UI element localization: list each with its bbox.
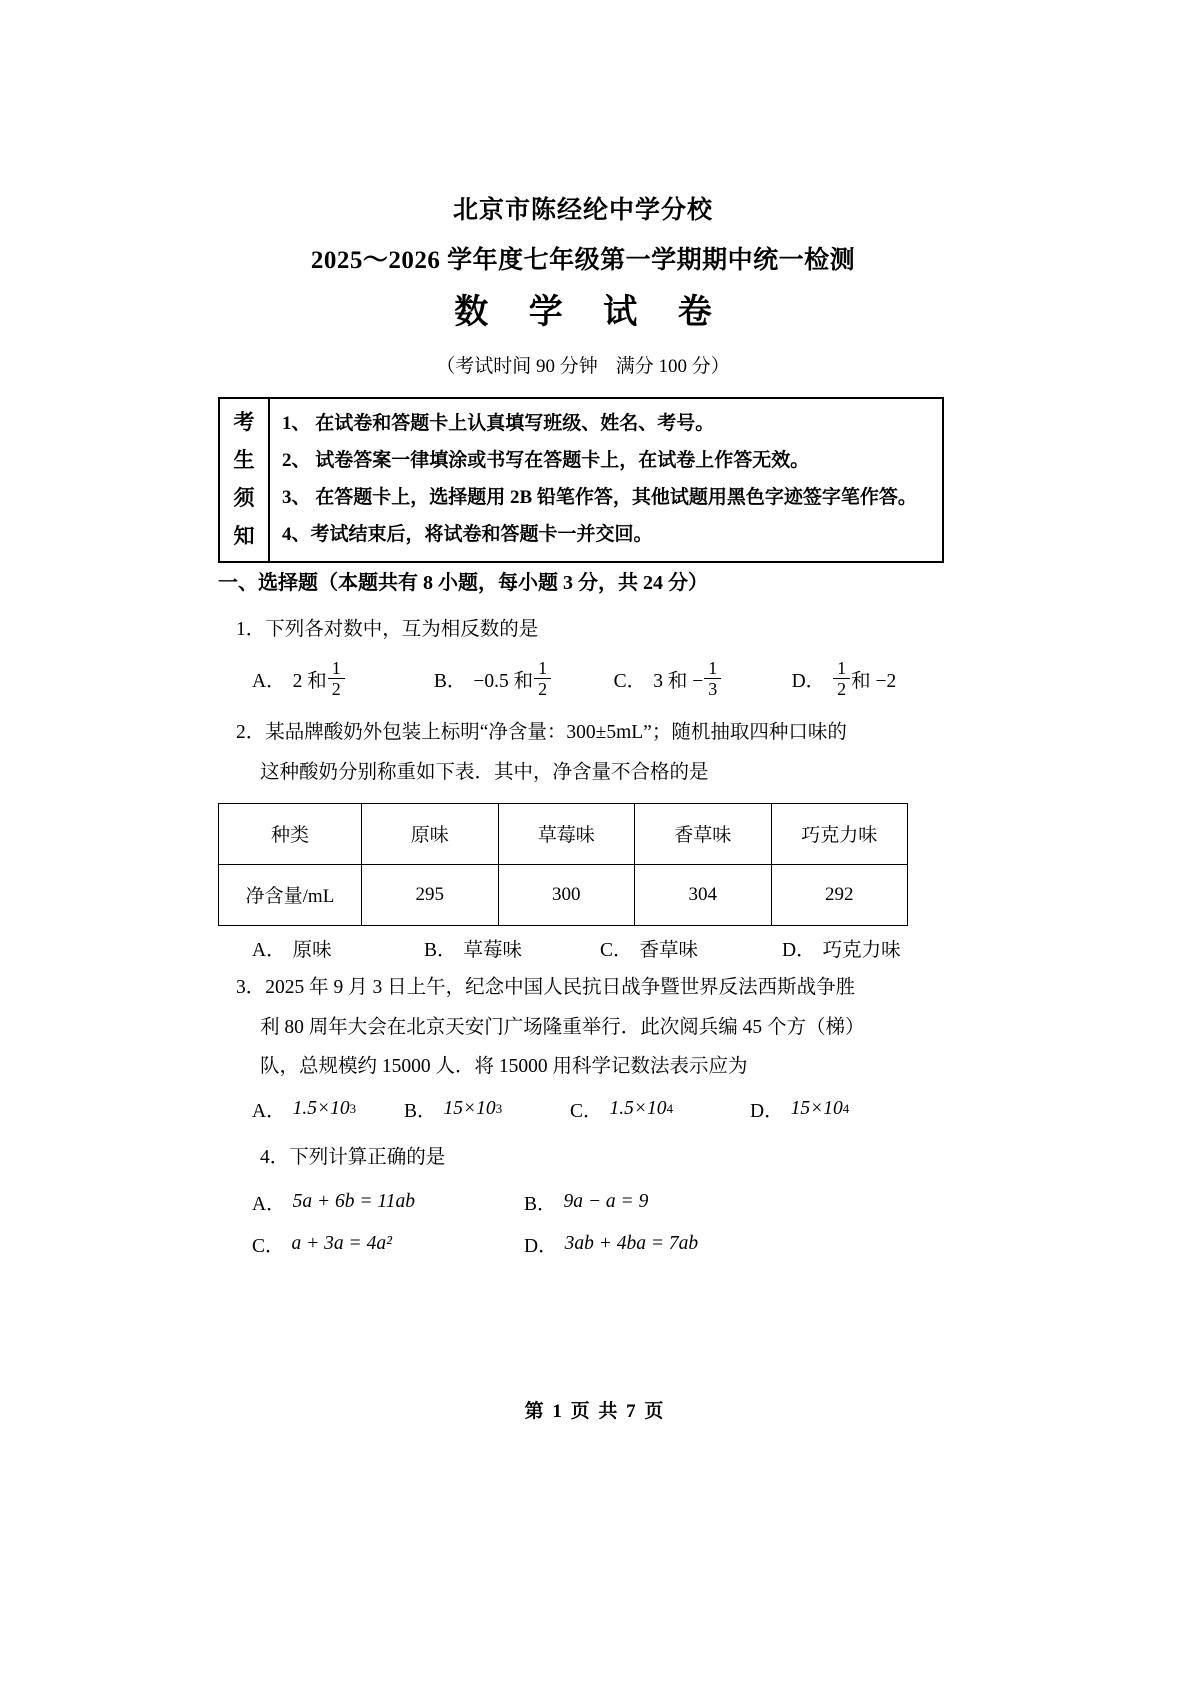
question-3-stem bbox=[236, 968, 948, 1088]
notice-label-char-1: 生 bbox=[233, 447, 255, 472]
question-3-option-d[interactable]: D． 15×10 4 bbox=[750, 1095, 849, 1123]
question-4-option-d[interactable] bbox=[524, 1230, 698, 1258]
fraction bbox=[328, 659, 345, 698]
table-cell: 300 bbox=[498, 864, 635, 925]
question-1-stem: 1．下列各对数中，互为相反数的是 bbox=[236, 619, 539, 641]
table-cell-row-header: 净含量/mL bbox=[219, 864, 362, 925]
notice-item-list bbox=[270, 399, 942, 561]
page-footer: 第 1 页 共 7 页 bbox=[524, 1401, 666, 1422]
question-3-stem-line-1: 3．2025 年 9 月 3 日上午，纪念中国人民抗日战争暨世界反法西斯战争胜 bbox=[236, 976, 856, 998]
fraction-denominator: 2 bbox=[833, 678, 850, 698]
option-text: 1.5×10 bbox=[609, 1098, 667, 1120]
option-text: 5a + 6b = 11ab bbox=[292, 1190, 415, 1212]
fraction-numerator: 1 bbox=[538, 657, 548, 678]
option-letter: D． bbox=[524, 1235, 558, 1257]
option-letter: C． bbox=[252, 1235, 285, 1257]
question-2-option-c[interactable] bbox=[600, 934, 782, 962]
question-1 bbox=[218, 615, 948, 698]
question-1-options bbox=[252, 657, 948, 699]
school-name: 北京市陈经纶中学分校 bbox=[452, 197, 713, 224]
option-text: 香草味 bbox=[639, 939, 699, 961]
question-3-option-c[interactable]: C． 1.5×10 4 bbox=[570, 1095, 750, 1123]
option-letter: A． bbox=[252, 1101, 286, 1123]
option-text: 15×10 bbox=[790, 1098, 843, 1120]
table-cell: 草莓味 bbox=[498, 803, 635, 864]
table-cell: 292 bbox=[771, 864, 908, 925]
notice-label-column bbox=[220, 399, 270, 561]
table-cell: 295 bbox=[362, 864, 499, 925]
question-2-stem-line-1: 2．某品牌酸奶外包装上标明“净含量：300±5mL”；随机抽取四种口味的 bbox=[236, 721, 847, 743]
question-3 bbox=[218, 968, 948, 1124]
fraction-numerator: 1 bbox=[708, 657, 718, 678]
notice-item: 1、 在试卷和答题卡上认真填写班级、姓名、考号。 bbox=[282, 413, 715, 435]
fraction-denominator: 3 bbox=[704, 678, 721, 698]
option-text: 15×10 bbox=[443, 1098, 496, 1120]
option-letter: D． bbox=[791, 671, 826, 693]
subject-title: 数 学 试 卷 bbox=[454, 294, 728, 331]
option-letter: D． bbox=[782, 939, 816, 961]
option-letter: C． bbox=[600, 939, 633, 961]
fraction-numerator: 1 bbox=[837, 657, 847, 678]
option-letter: C． bbox=[613, 671, 647, 693]
question-2-option-d[interactable] bbox=[782, 934, 901, 962]
fraction bbox=[534, 659, 551, 698]
option-text: 原味 bbox=[292, 939, 332, 961]
option-letter: A． bbox=[252, 671, 286, 693]
question-4-option-c[interactable] bbox=[252, 1230, 524, 1258]
question-4-stem: 4．下列计算正确的是 bbox=[260, 1147, 446, 1169]
question-4-option-a[interactable] bbox=[252, 1188, 524, 1216]
option-text: 和 −2 bbox=[851, 671, 897, 693]
table-cell-row-header: 种类 bbox=[219, 803, 362, 864]
question-2 bbox=[218, 713, 948, 962]
option-letter: D． bbox=[750, 1101, 784, 1123]
notice-label-char-0: 考 bbox=[233, 409, 255, 434]
section-one-heading: 一、选择题（本题共有 8 小题，每小题 3 分，共 24 分） bbox=[218, 572, 708, 595]
option-letter: C． bbox=[570, 1101, 603, 1123]
question-1-option-c[interactable] bbox=[613, 657, 792, 699]
option-text: 9a − a = 9 bbox=[563, 1190, 649, 1212]
question-2-stem bbox=[236, 713, 948, 793]
question-4 bbox=[218, 1143, 948, 1257]
exam-total-score: 满分 100 分） bbox=[615, 355, 730, 377]
notice-item: 2、 试卷答案一律填涂或书写在答题卡上，在试卷上作答无效。 bbox=[282, 450, 810, 472]
exam-duration: （考试时间 90 分钟 bbox=[436, 355, 598, 377]
option-letter: A． bbox=[252, 939, 286, 961]
fraction-denominator: 2 bbox=[328, 678, 345, 698]
question-2-stem-line-2: 这种酸奶分别称重如下表．其中，净含量不合格的是 bbox=[260, 761, 709, 783]
table-row bbox=[219, 864, 908, 925]
notice-item: 4、考试结束后，将试卷和答题卡一并交回。 bbox=[282, 524, 653, 546]
option-text: −0.5 和 bbox=[473, 671, 534, 693]
question-1-option-b[interactable] bbox=[433, 657, 614, 699]
option-letter: B． bbox=[404, 1101, 437, 1123]
table-cell: 304 bbox=[635, 864, 772, 925]
option-text: 3 和 − bbox=[653, 671, 704, 693]
exam-name: 2025～2026 学年度七年级第一学期期中统一检测 bbox=[310, 247, 856, 274]
notice-label-char-3: 知 bbox=[233, 523, 255, 548]
question-4-options-row-1 bbox=[252, 1188, 948, 1216]
option-text: a + 3a = 4a² bbox=[291, 1232, 392, 1254]
option-text: 1.5×10 bbox=[292, 1098, 350, 1120]
question-4-options-row-2 bbox=[252, 1230, 948, 1258]
question-1-option-d[interactable] bbox=[791, 657, 948, 699]
table-cell: 巧克力味 bbox=[771, 803, 908, 864]
notice-label-char-2: 须 bbox=[233, 485, 255, 510]
option-letter: B． bbox=[424, 939, 457, 961]
fraction-numerator: 1 bbox=[331, 657, 341, 678]
question-3-options bbox=[252, 1095, 948, 1123]
option-text: 巧克力味 bbox=[822, 939, 901, 961]
question-2-option-a[interactable] bbox=[252, 934, 424, 962]
notice-item: 3、 在答题卡上，选择题用 2B 铅笔作答，其他试题用黑色字迹签字笔作答。 bbox=[282, 487, 917, 509]
yogurt-net-content-table bbox=[218, 803, 908, 926]
question-3-stem-line-3: 队，总规模约 15000 人．将 15000 用科学记数法表示应为 bbox=[260, 1056, 748, 1078]
option-letter: B． bbox=[433, 671, 467, 693]
option-text: 2 和 bbox=[292, 671, 327, 693]
option-text: 3ab + 4ba = 7ab bbox=[564, 1232, 699, 1254]
page-content bbox=[218, 196, 948, 1264]
option-text: 草莓味 bbox=[463, 939, 523, 961]
table-row bbox=[219, 803, 908, 864]
table-cell: 香草味 bbox=[635, 803, 772, 864]
table-cell: 原味 bbox=[362, 803, 499, 864]
question-2-options bbox=[252, 934, 948, 962]
question-3-stem-line-2: 利 80 周年大会在北京天安门广场隆重举行．此次阅兵编 45 个方（梯） bbox=[260, 1016, 865, 1038]
option-letter: A． bbox=[252, 1193, 286, 1215]
exam-notice-box bbox=[218, 397, 944, 563]
question-1-option-a[interactable] bbox=[252, 657, 434, 699]
question-2-option-b[interactable] bbox=[424, 934, 600, 962]
fraction bbox=[833, 659, 850, 698]
question-4-option-b[interactable] bbox=[524, 1188, 648, 1216]
option-letter: B． bbox=[524, 1193, 557, 1215]
question-3-option-b[interactable]: B． 15×10 3 bbox=[404, 1095, 570, 1123]
fraction-denominator: 2 bbox=[534, 678, 551, 698]
exam-meta bbox=[218, 355, 948, 380]
fraction bbox=[704, 659, 721, 698]
question-3-option-a[interactable]: A． 1.5×10 3 bbox=[252, 1095, 404, 1123]
